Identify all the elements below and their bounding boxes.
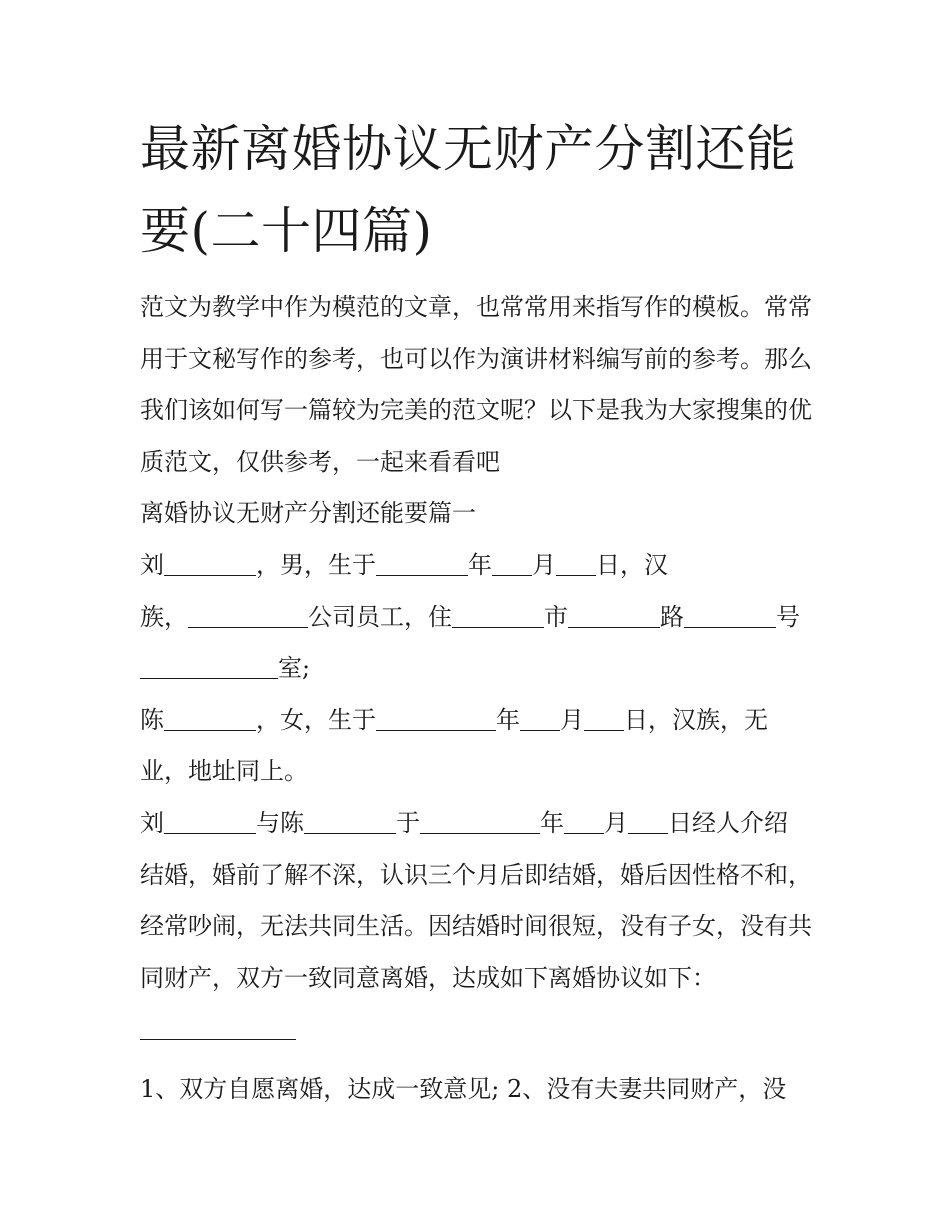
signature-line	[140, 1004, 820, 1056]
party1-employer-label: 公司员工，住	[308, 602, 452, 631]
blank-day-1	[556, 549, 596, 576]
blank-day-2	[584, 704, 624, 731]
marriage-line1	[140, 798, 820, 850]
party1-year-label: 年	[468, 550, 492, 579]
blank-m5	[628, 807, 668, 834]
marriage-block	[140, 798, 820, 1056]
party1-ethnic-end: 族，	[140, 602, 188, 631]
party2-line2: 业，地址同上。	[140, 757, 308, 786]
party1-line2	[140, 592, 820, 644]
blank-year-2	[376, 704, 496, 731]
party1-gender-birth: ，男，生于	[256, 550, 376, 579]
blank-year-1	[376, 549, 468, 576]
marriage-p4: 年	[540, 808, 564, 837]
marriage-p5: 月	[604, 808, 628, 837]
party1-room-label: 室;	[278, 654, 311, 683]
party1-surname: 刘	[140, 550, 164, 579]
party1-month-label: 月	[532, 550, 556, 579]
party1-day-ethnic: 日，汉	[596, 550, 668, 579]
blank-name-1	[164, 549, 256, 576]
party1-line3	[140, 643, 820, 695]
blank-road	[568, 601, 660, 628]
party1-line1	[140, 540, 820, 592]
blank-agreement	[140, 1013, 296, 1040]
blank-name-2	[164, 704, 256, 731]
blank-room	[140, 652, 278, 679]
party1-number-label: 号	[776, 602, 800, 631]
party2-block	[140, 695, 820, 798]
marriage-p6: 日经人介绍	[668, 808, 788, 837]
party2-day-ethnic: 日，汉族，无	[624, 705, 768, 734]
blank-month-2	[520, 704, 560, 731]
blank-m2	[304, 807, 396, 834]
blank-number	[684, 601, 776, 628]
blank-month-1	[492, 549, 532, 576]
blank-employer	[188, 601, 308, 628]
party2-gender-birth: ，女，生于	[256, 705, 376, 734]
document-title: 最新离婚协议无财产分割还能要(二十四篇)	[140, 120, 797, 260]
blank-city	[452, 601, 544, 628]
marriage-p2: 与陈	[256, 808, 304, 837]
party2-surname: 陈	[140, 705, 164, 734]
blank-m1	[164, 807, 256, 834]
party1-road-label: 路	[660, 602, 684, 631]
section-heading: 离婚协议无财产分割还能要篇一	[140, 499, 476, 528]
document-page	[140, 108, 820, 1116]
marriage-paragraph: 结婚，婚前了解不深，认识三个月后即结婚，婚后因性格不和，经常吵闹，无法共同生活。因结婚时间很短，没有子女，没有共同财产，双方一致同意离婚，达成如下离婚协议如下：	[140, 860, 812, 992]
clauses-paragraph: 1、双方自愿离婚，达成一致意见; 2、没有夫妻共同财产，没	[140, 1074, 787, 1103]
party2-line1	[140, 695, 820, 747]
intro-paragraph: 范文为教学中作为模范的文章，也常常用来指写作的模板。常常用于文秘写作的参考，也可以作为演讲材料编写前的参考。那么我们该如何写一篇较为完美的范文呢？以下是我为大家搜集的优质范文，仅供参考，一起来看看吧	[140, 293, 812, 476]
party1-city-label: 市	[544, 602, 568, 631]
party2-year-label: 年	[496, 705, 520, 734]
blank-m3	[420, 807, 540, 834]
marriage-p1: 刘	[140, 808, 164, 837]
blank-m4	[564, 807, 604, 834]
marriage-p3: 于	[396, 808, 420, 837]
party1-block	[140, 540, 820, 695]
party2-month-label: 月	[560, 705, 584, 734]
